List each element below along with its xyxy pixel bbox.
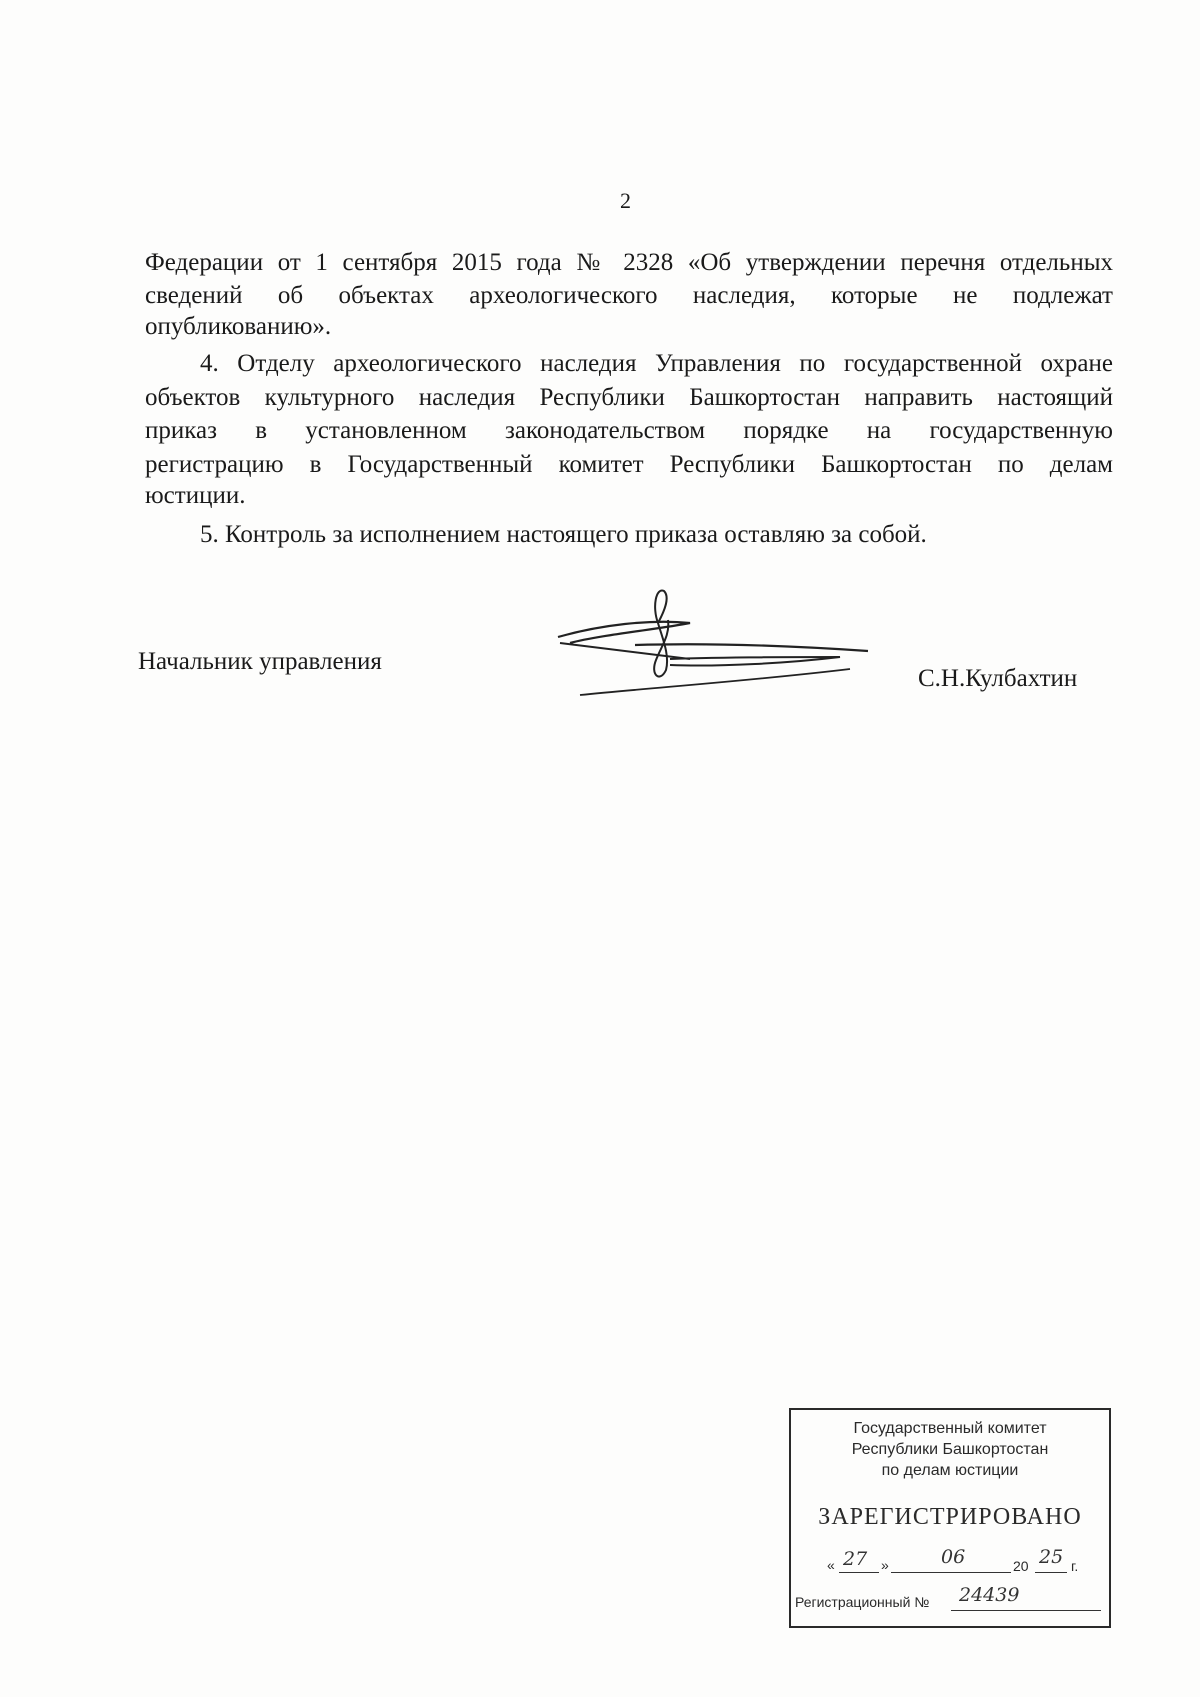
body-line: 4. Отделу археологического наследия Управления по государственной охране — [200, 350, 1113, 377]
stamp-org-line: по делам юстиции — [881, 1462, 1019, 1479]
stamp-day-underline — [839, 1572, 879, 1573]
stamp-date-close-quote: » — [881, 1557, 889, 1573]
body-line: сведений об объектах археологического наследия, которые не подлежат — [145, 282, 1113, 309]
stamp-org-line: Республики Башкортостан — [851, 1441, 1049, 1458]
stamp-reg-underline — [951, 1610, 1101, 1611]
stamp-date-suffix: г. — [1071, 1558, 1079, 1574]
stamp-date-day: 27 — [843, 1548, 868, 1570]
stamp-reg-label: Регистрационный № — [795, 1594, 930, 1610]
stamp-org-line: Государственный комитет — [853, 1420, 1047, 1437]
signer-title: Начальник управления — [138, 648, 382, 675]
stamp-date-year-prefix: 20 — [1013, 1558, 1029, 1574]
stamp-year-underline — [1035, 1572, 1067, 1573]
body-line: 5. Контроль за исполнением настоящего приказа оставляю за собой. — [200, 521, 927, 548]
body-line: приказ в установленном законодательством порядке на государственную — [145, 417, 1113, 444]
body-line: Федерации от 1 сентября 2015 года № 2328 «Об утверждении перечня отдельных — [145, 249, 1113, 276]
body-line: объектов культурного наследия Республики Башкортостан направить настоящий — [145, 384, 1113, 411]
stamp-date-open-quote: « — [827, 1557, 835, 1573]
signer-name: С.Н.Кулбахтин — [918, 665, 1078, 692]
stamp-month-underline — [891, 1572, 1011, 1573]
stamp-date-year: 25 — [1039, 1546, 1064, 1568]
stamp-status: ЗАРЕГИСТРИРОВАНО — [818, 1504, 1082, 1530]
registration-stamp — [789, 1408, 1111, 1628]
stamp-reg-number: 24439 — [959, 1584, 1020, 1606]
handwritten-signature — [540, 585, 880, 705]
body-line: юстиции. — [145, 482, 246, 509]
body-line: опубликованию». — [145, 313, 332, 340]
stamp-date-month: 06 — [941, 1546, 966, 1568]
page-number: 2 — [620, 188, 631, 213]
body-line: регистрацию в Государственный комитет Республики Башкортостан по делам — [145, 451, 1113, 478]
